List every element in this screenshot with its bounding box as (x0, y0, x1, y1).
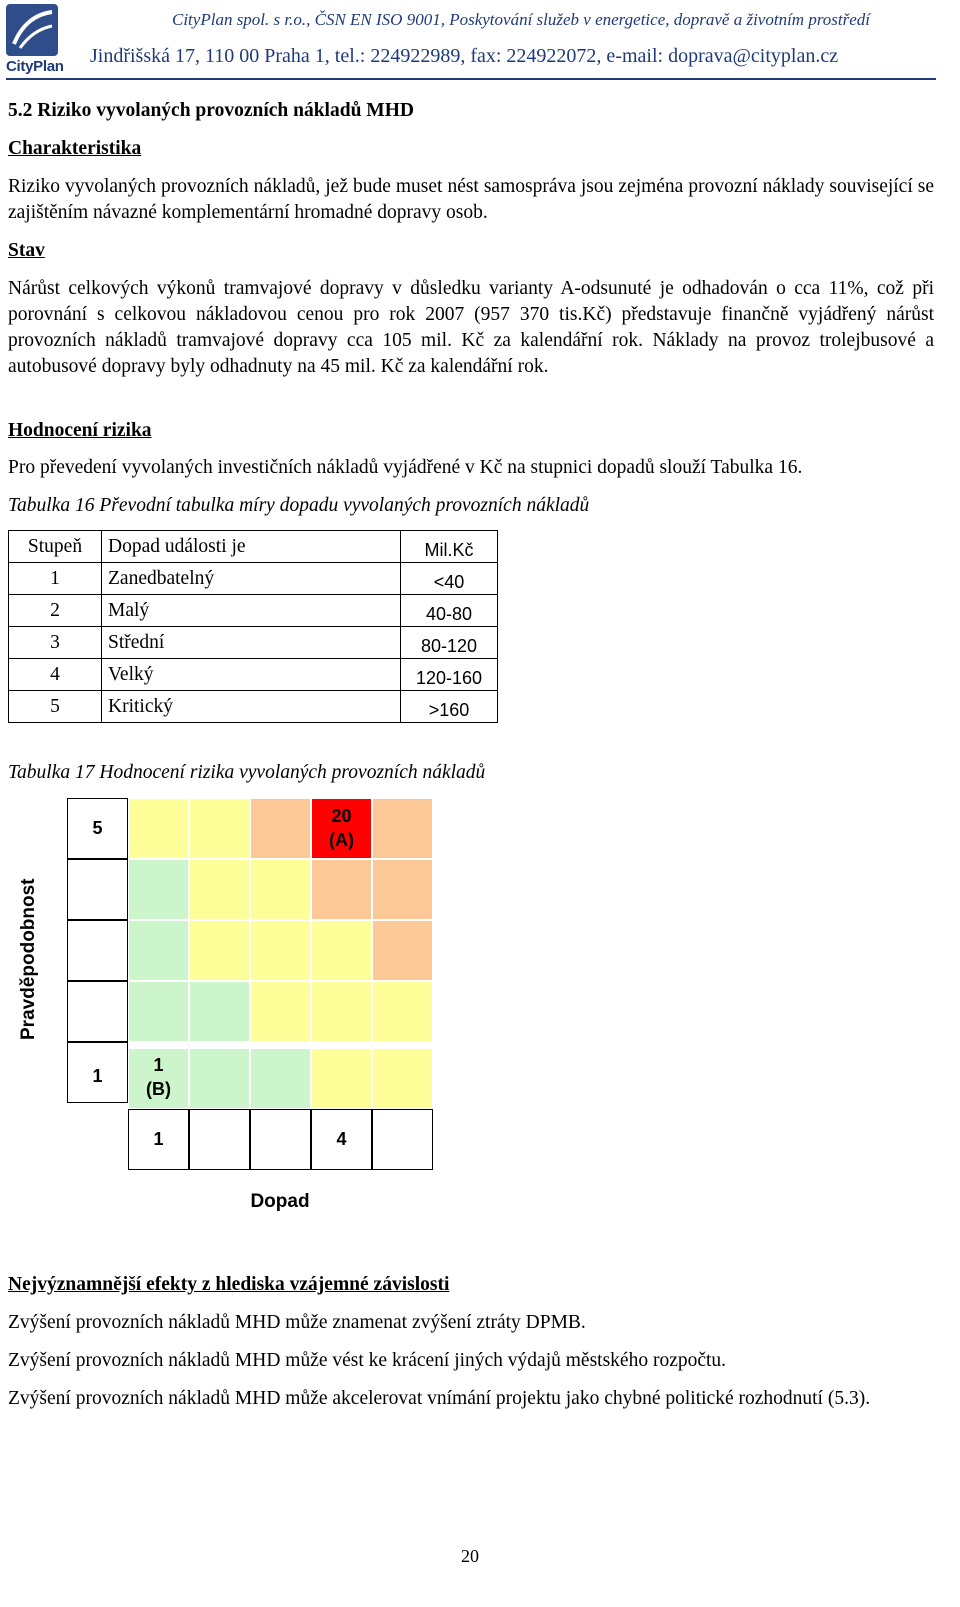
x-axis-label: Dopad (250, 1191, 310, 1212)
table-cell: 2 (9, 595, 102, 627)
table-cell: 4 (9, 659, 102, 691)
logo-mark (6, 4, 58, 56)
risk-cell-yellow (128, 798, 189, 859)
company-logo (6, 4, 62, 76)
hodnoceni-text: Pro převedení vyvolaných investičních nákladů vyjádřené v Kč na stupnici dopadů slouží Tabulka 16. (8, 457, 803, 478)
risk-cell-yellow (189, 798, 250, 859)
risk-cell-yellow (250, 920, 311, 981)
hodnoceni-heading: Hodnocení rizika (8, 420, 152, 441)
stav-text: Nárůst celkových výkonů tramvajové dopravy v důsledku varianty A-odsunuté je odhadován o cca 11%, což při porovnání s celkovou nákladovou cenou pro rok 2007 (957 370 tis.Kč) představuje finančně vyjádřený nárůst provozních nákladů tramvajové dopravy cca 105 mil. Kč za kalendářní rok. Náklady na provoz trolejbusové a autobusové dopravy byly odhadnuty na 45 mil. Kč za kalendářní rok. (8, 278, 934, 377)
table-cell: 3 (9, 627, 102, 659)
efekty-paragraph: Zvýšení provozních nákladů MHD může znamenat zvýšení ztráty DPMB. (8, 1312, 586, 1333)
table-row (9, 627, 498, 659)
efekty-heading: Nejvýznamnější efekty z hlediska vzájemné závislosti (8, 1274, 450, 1295)
risk-cell-yellow (311, 981, 372, 1042)
table-cell: Velký (102, 659, 401, 691)
table-cell: 80-120 (401, 627, 498, 659)
efekty-paragraph: Zvýšení provozních nákladů MHD může akcelerovat vnímání projektu jako chybné politické rozhodnutí (5.3). (8, 1388, 871, 1409)
table-header-cell: Stupeň (9, 531, 102, 563)
table-cell: Kritický (102, 691, 401, 723)
risk-cell-yellow (250, 859, 311, 920)
impact-conversion-table (8, 530, 498, 723)
y-bottom-label: 1 (92, 1066, 103, 1086)
table-row (9, 595, 498, 627)
risk-cell-green (189, 1048, 250, 1109)
table-row (9, 563, 498, 595)
table-cell: Zanedbatelný (102, 563, 401, 595)
cell-b-value: 1 (153, 1055, 164, 1075)
stav-heading: Stav (8, 240, 45, 261)
table-row (9, 691, 498, 723)
charakteristika-text: Riziko vyvolaných provozních nákladů, jež bude muset nést samospráva jsou zejména provozní náklady související se zajištěním návazné komplementární hromadné dopravy osob. (8, 176, 934, 223)
risk-cell-orange (372, 859, 433, 920)
logo-text: CityPlan (6, 58, 64, 75)
table-header-cell: Dopad události je (102, 531, 401, 563)
table17-caption: Tabulka 17 Hodnocení rizika vyvolaných provozních nákladů (8, 762, 486, 783)
x-right-label: 4 (336, 1129, 347, 1149)
risk-cell-yellow (189, 920, 250, 981)
table-cell: 120-160 (401, 659, 498, 691)
risk-cell-green (128, 859, 189, 920)
table-header-row (9, 531, 498, 563)
risk-cell-green (128, 981, 189, 1042)
matrix-label-cell (189, 1109, 250, 1170)
table-row (9, 659, 498, 691)
matrix-label-cell (67, 920, 128, 981)
table-cell: 5 (9, 691, 102, 723)
risk-cell-yellow (311, 920, 372, 981)
risk-cell-yellow (311, 1048, 372, 1109)
risk-cell-yellow (189, 859, 250, 920)
table-cell: Malý (102, 595, 401, 627)
page-header (0, 0, 960, 90)
y-axis-label: Pravděpodobnost (18, 878, 39, 1040)
risk-cell-yellow (372, 1048, 433, 1109)
x-left-label: 1 (153, 1129, 164, 1149)
page-number: 20 (461, 1546, 479, 1566)
section-title: 5.2 Riziko vyvolaných provozních nákladů MHD (8, 100, 414, 121)
risk-cell-orange (372, 798, 433, 859)
matrix-label-cell (372, 1109, 433, 1170)
table16-caption: Tabulka 16 Převodní tabulka míry dopadu vyvolaných provozních nákladů (8, 495, 590, 516)
risk-cell-yellow (372, 981, 433, 1042)
matrix-label-cell (250, 1109, 311, 1170)
header-company-line: CityPlan spol. s r.o., ČSN EN ISO 9001, Poskytování služeb v energetice, dopravě a životním prostředí (172, 10, 871, 29)
header-divider (6, 78, 936, 80)
cell-a-label: (A) (329, 830, 354, 850)
charakteristika-heading: Charakteristika (8, 138, 142, 159)
header-address-line: Jindřišská 17, 110 00 Praha 1, tel.: 224922989, fax: 224922072, e-mail: doprava@cityplan.cz (90, 45, 839, 67)
logo-swoosh-icon (6, 4, 58, 56)
matrix-label-cell (67, 859, 128, 920)
risk-cell-orange (372, 920, 433, 981)
table-cell: <40 (401, 563, 498, 595)
efekty-paragraph: Zvýšení provozních nákladů MHD může vést ke krácení jiných výdajů městského rozpočtu. (8, 1350, 727, 1371)
matrix-label-cell (67, 981, 128, 1042)
risk-cell-green (189, 981, 250, 1042)
risk-cell-yellow (250, 981, 311, 1042)
risk-cell-green (128, 920, 189, 981)
table-cell: 1 (9, 563, 102, 595)
risk-cell-orange (250, 798, 311, 859)
table-header-cell: Mil.Kč (401, 531, 498, 563)
table-cell: 40-80 (401, 595, 498, 627)
cell-a-value: 20 (331, 806, 352, 826)
risk-cell-green (250, 1048, 311, 1109)
risk-cell-orange (311, 859, 372, 920)
table-cell: Střední (102, 627, 401, 659)
table-cell: >160 (401, 691, 498, 723)
y-top-label: 5 (92, 818, 103, 838)
cell-b-label: (B) (146, 1079, 171, 1099)
